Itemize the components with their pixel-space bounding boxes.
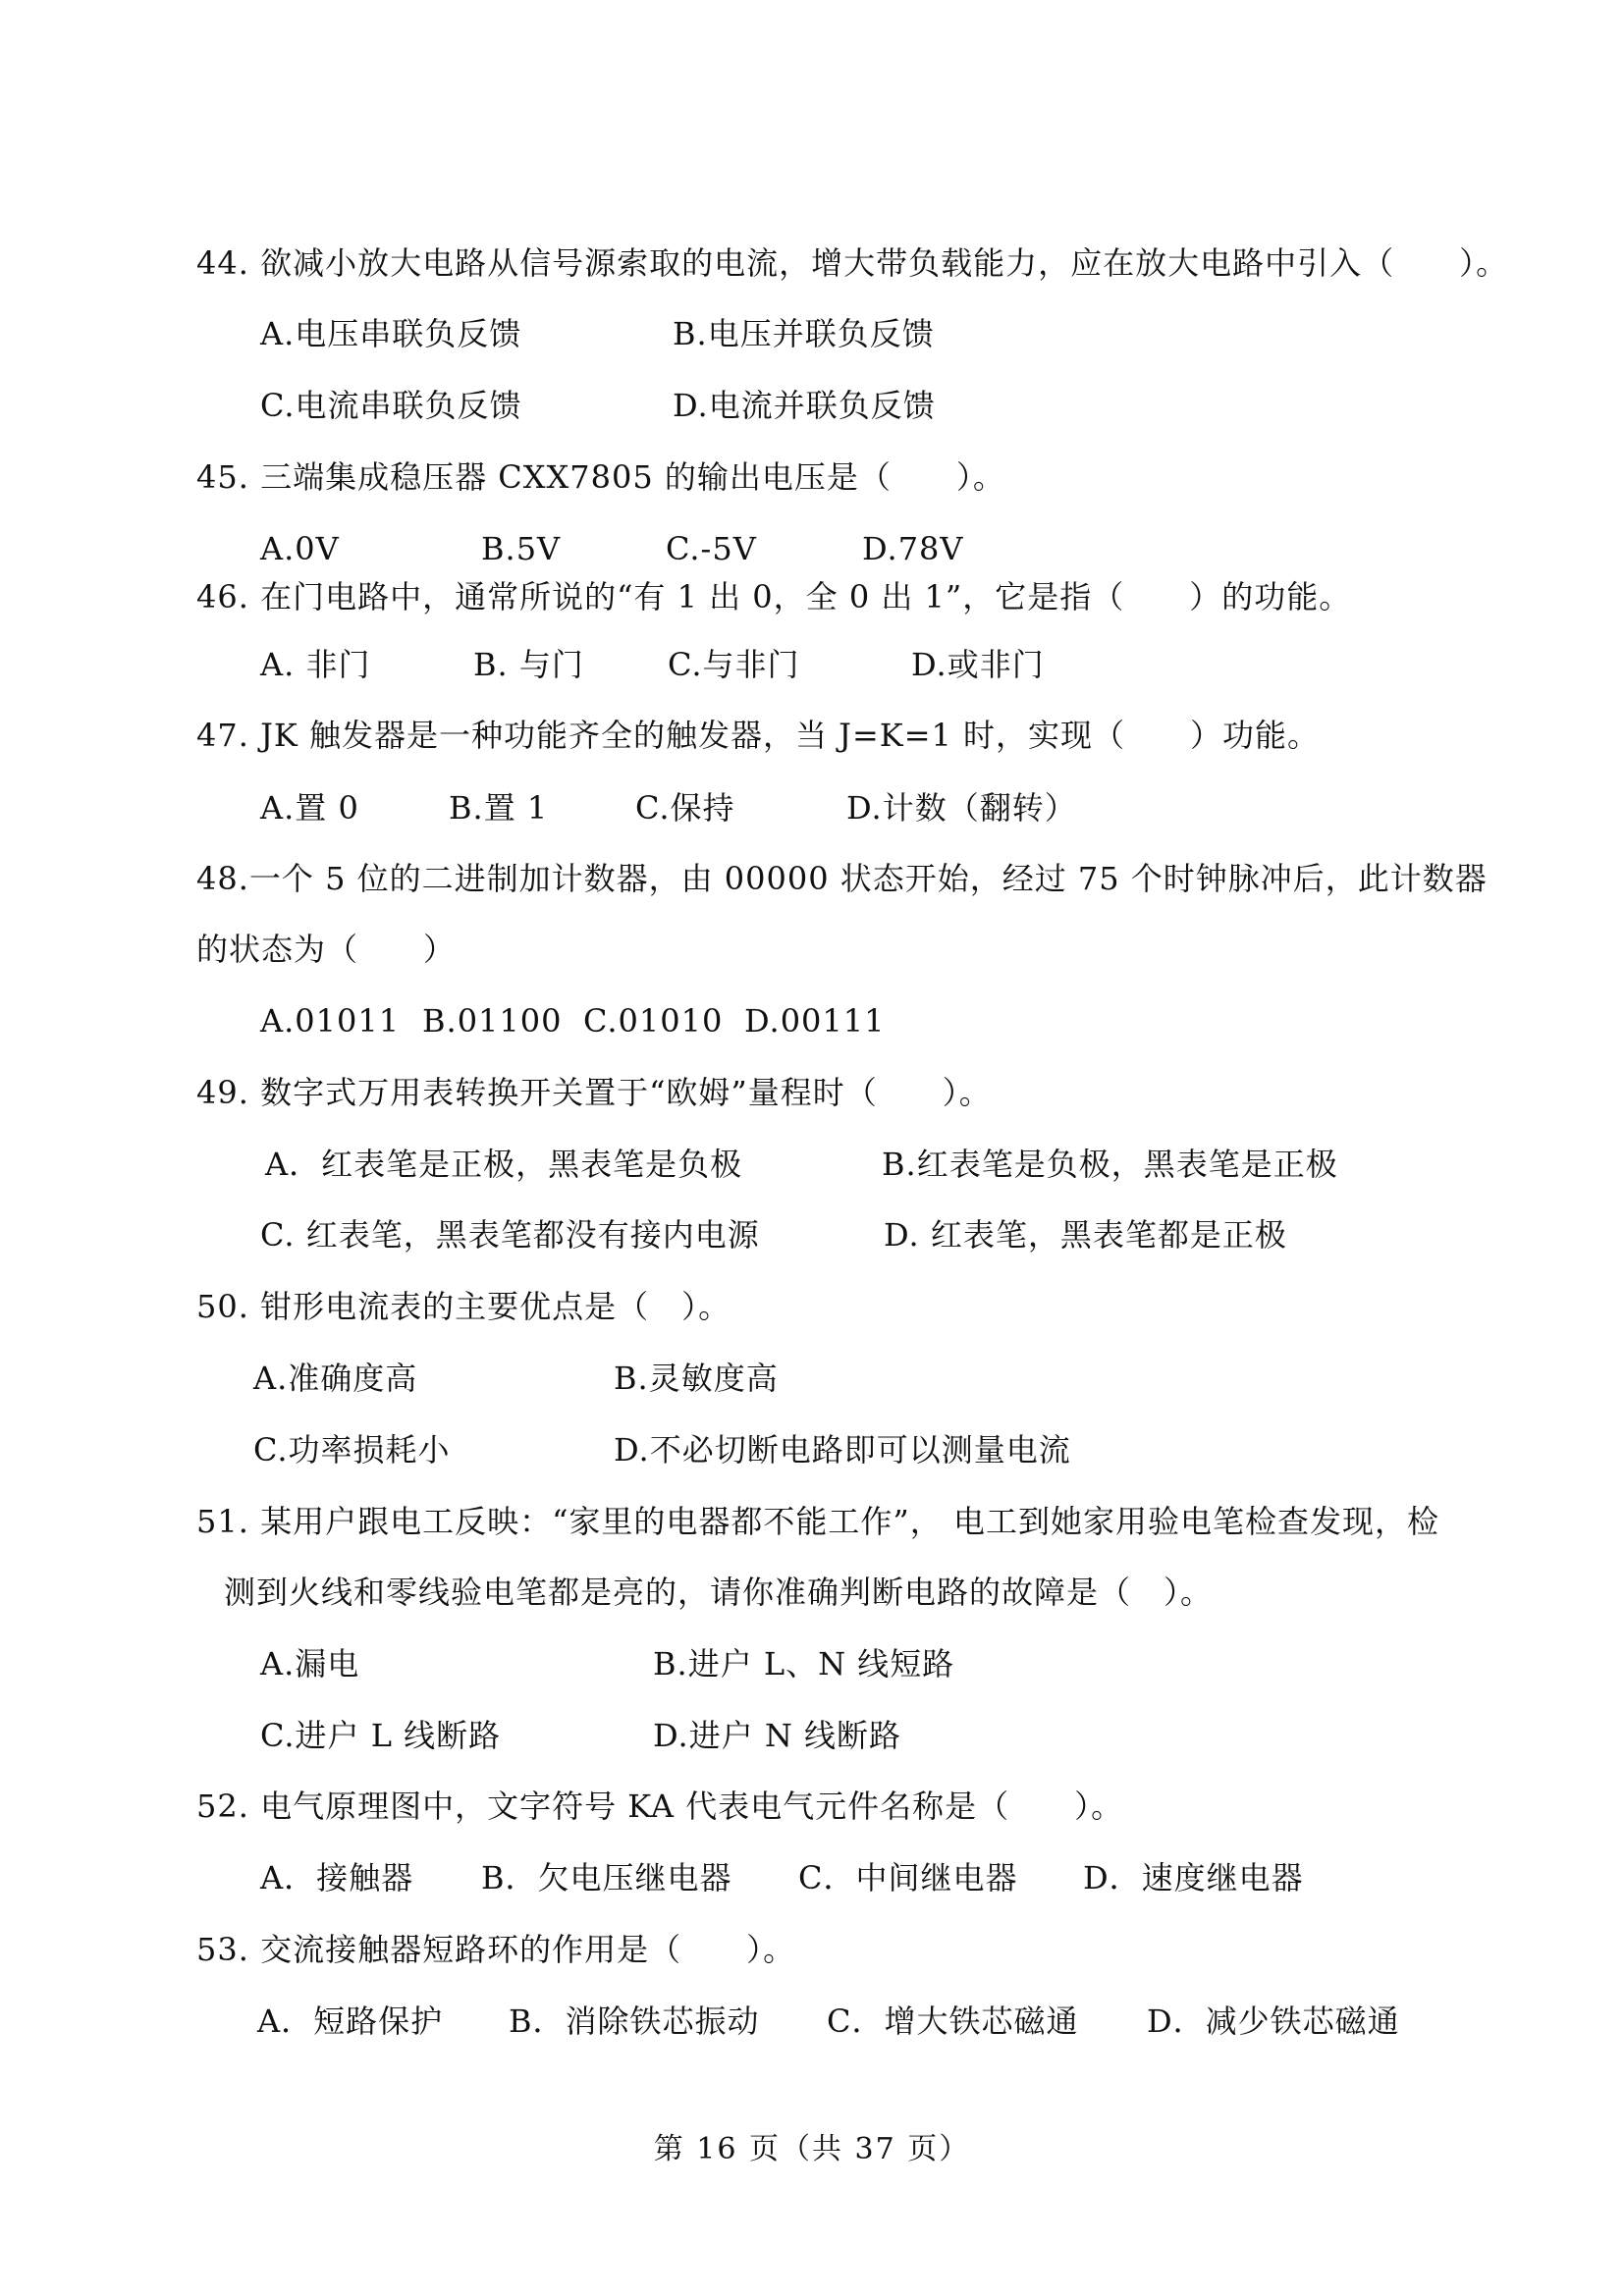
question-49-option-c: C. 红表笔，黑表笔都没有接内电源 (260, 1216, 760, 1254)
question-50-option-b: B.灵敏度高 (614, 1360, 779, 1397)
question-44-option-a: A.电压串联负反馈 (260, 315, 522, 352)
question-46-option-d: D.或非门 (911, 646, 1045, 683)
question-48-option-c: C.01010 (583, 1002, 724, 1040)
question-51-option-d: D.进户 N 线断路 (653, 1717, 902, 1754)
question-49-option-d: D. 红表笔，黑表笔都是正极 (884, 1216, 1287, 1254)
question-45-option-d: D.78V (862, 530, 964, 567)
question-48-option-d: D.00111 (744, 1002, 886, 1040)
question-53-option-a: A．短路保护 (257, 2002, 444, 2040)
question-46-stem: 46. 在门电路中，通常所说的“有 1 出 0，全 0 出 1”，它是指（ ）的功能。 (196, 578, 1352, 615)
question-45-stem: 45. 三端集成稳压器 CXX7805 的输出电压是（ ）。 (196, 458, 1005, 496)
question-52-option-a: A．接触器 (260, 1859, 414, 1896)
question-52-option-d: D．速度继电器 (1083, 1859, 1304, 1896)
question-51-stem-line-1: 51. 某用户跟电工反映：“家里的电器都不能工作”， 电工到她家用验电笔检查发现，检 (196, 1503, 1439, 1540)
question-45-option-a: A.0V (260, 530, 340, 567)
question-47-option-d: D.计数（翻转） (846, 789, 1077, 827)
question-48-option-a: A.01011 (260, 1002, 401, 1040)
question-48-stem-line-2: 的状态为（ ） (196, 931, 457, 968)
question-45-option-b: B.5V (481, 530, 562, 567)
question-44-option-c: C.电流串联负反馈 (260, 387, 522, 424)
question-47-option-c: C.保持 (635, 789, 735, 827)
question-51-option-a: A.漏电 (260, 1645, 360, 1682)
question-53-stem: 53. 交流接触器短路环的作用是（ ）。 (196, 1931, 796, 1968)
question-44-option-b: B.电压并联负反馈 (673, 315, 935, 352)
question-50-option-c: C.功率损耗小 (253, 1431, 451, 1468)
question-47-stem: 47. JK 触发器是一种功能齐全的触发器，当 J=K=1 时，实现（ ）功能。 (196, 717, 1321, 754)
question-46-option-b: B. 与门 (473, 646, 584, 683)
question-48-stem-line-1: 48.一个 5 位的二进制加计数器，由 00000 状态开始，经过 75 个时钟脉冲后，此计数器 (196, 860, 1488, 897)
question-52-stem: 52. 电气原理图中，文字符号 KA 代表电气元件名称是（ ）。 (196, 1788, 1124, 1825)
question-52-option-c: C．中间继电器 (798, 1859, 1018, 1896)
question-46-option-a: A. 非门 (260, 646, 371, 683)
question-51-stem-line-2: 测到火线和零线验电笔都是亮的，请你准确判断电路的故障是（ ）。 (224, 1574, 1214, 1611)
question-44-stem: 44. 欲减小放大电路从信号源索取的电流，增大带负载能力，应在放大电路中引入（ ）。 (196, 244, 1509, 282)
question-53-option-c: C．增大铁芯磁通 (827, 2002, 1079, 2040)
page-number-footer: 第 16 页（共 37 页） (653, 2132, 971, 2166)
question-47-option-b: B.置 1 (449, 789, 549, 827)
question-52-option-b: B．欠电压继电器 (481, 1859, 732, 1896)
question-48-option-b: B.01100 (422, 1002, 563, 1040)
question-49-option-b: B.红表笔是负极，黑表笔是正极 (882, 1146, 1338, 1183)
question-44-option-d: D.电流并联负反馈 (673, 387, 936, 424)
question-51-option-c: C.进户 L 线断路 (260, 1717, 502, 1754)
question-45-option-c: C.-5V (666, 530, 757, 567)
question-50-stem: 50. 钳形电流表的主要优点是（ ）。 (196, 1288, 731, 1325)
question-49-option-a: A．红表笔是正极，黑表笔是负极 (265, 1146, 743, 1183)
question-53-option-d: D．减少铁芯磁通 (1147, 2002, 1400, 2040)
question-50-option-d: D.不必切断电路即可以测量电流 (614, 1431, 1071, 1468)
question-49-stem: 49. 数字式万用表转换开关置于“欧姆”量程时（ ）。 (196, 1074, 992, 1111)
question-47-option-a: A.置 0 (260, 789, 359, 827)
question-51-option-b: B.进户 L、N 线短路 (653, 1645, 955, 1682)
question-46-option-c: C.与非门 (668, 646, 800, 683)
question-53-option-b: B．消除铁芯振动 (509, 2002, 760, 2040)
question-50-option-a: A.准确度高 (253, 1360, 418, 1397)
